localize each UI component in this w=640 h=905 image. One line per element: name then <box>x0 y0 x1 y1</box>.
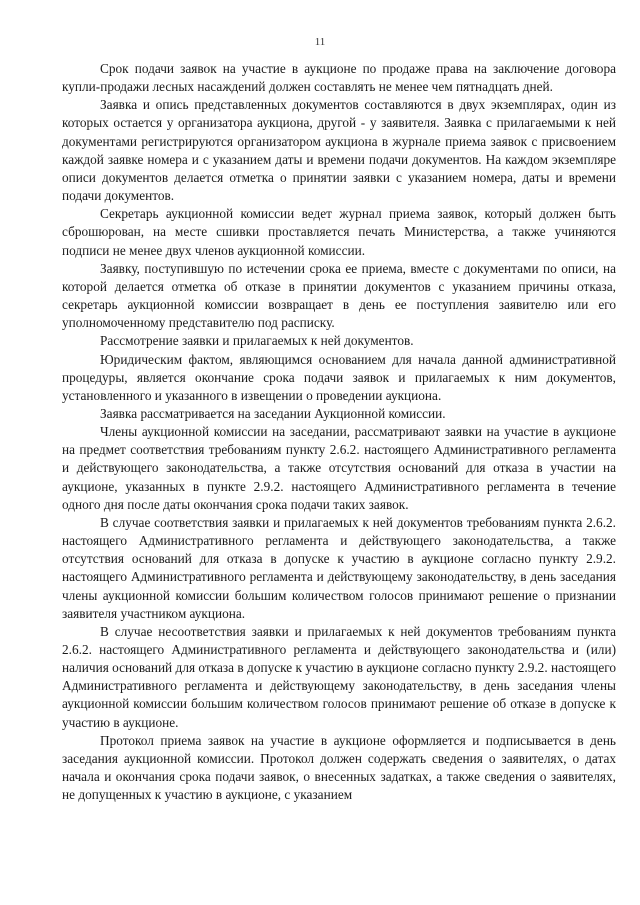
document-body <box>62 60 616 804</box>
paragraph-refusal-decision: В случае несоответствия заявки и прилагаемых к ней документов требованиям пункта 2.6.2. настоящего Административного регламента и действующего законодательства и (или) наличия оснований для отказа в допуске к участию в аукционе согласно пункту 2.9.2. настоящего Административного регламента и действующему законодательству, в день заседания члены аукционной комиссии большим количеством голосов принимают решение об отказе в допуске к участию в аукционе. <box>62 623 616 730</box>
paragraph-protocol: Протокол приема заявок на участие в аукционе оформляется и подписывается в день заседания аукционной комиссии. Протокол должен содержать сведения о заявителях, о датах начала и окончания срока подачи заявок, о внесенных задатках, а также сведения о заявителях, не допущенных к участию в аукционе, с указанием <box>62 732 616 803</box>
page-number: 11 <box>314 36 326 48</box>
paragraph-late-application: Заявку, поступившую по истечении срока ее приема, вместе с документами по описи, на которой делается отметка об отказе в принятии документов с указанием причины отказа, секретарь аукционной комиссии возвращает в день ее поступления заявителю или его уполномоченному представителю под расписку. <box>62 260 616 331</box>
paragraph-commission-meeting: Заявка рассматривается на заседании Аукционной комиссии. <box>100 405 446 421</box>
paragraph-review-heading: Рассмотрение заявки и прилагаемых к ней документов. <box>100 333 414 349</box>
paragraph-compliance-review: Члены аукционной комиссии на заседании, рассматривают заявки на участие в аукционе на предмет соответствия требованиям пункту 2.6.2. настоящего Административного регламента и действующего законодательства, а также отсутствия оснований для отказа в участии на аукционе, указанных в пункте 2.9.2. настоящего Административного регламента в течение одного дня после даты окончания срока подачи таких заявок. <box>62 424 616 512</box>
paragraph-legal-basis: Юридическим фактом, являющимся основанием для начала данной административной процедуры, является окончание срока подачи заявок и прилагаемых к ним документов, установленного и указанного в извещении о проведении аукциона. <box>62 351 616 403</box>
paragraph-application-copies: Заявка и опись представленных документов составляются в двух экземплярах, один из которых остается у организатора аукциона, другой - у заявителя. Заявка с прилагаемыми к ней документами регистрируются организатором аукциона в журнале приема заявок с присвоением каждой заявке номера и с указанием даты и времени подачи документов. На каждом экземпляре описи документов делается отметка о принятии заявки с указанием номера, даты и времени подачи документов. <box>62 97 616 204</box>
paragraph-application-deadline: Срок подачи заявок на участие в аукционе по продаже права на заключение договора купли-продажи лесных насаждений должен составлять не менее чем пятнадцать дней. <box>62 61 616 95</box>
paragraph-registration-journal: Секретарь аукционной комиссии ведет журнал приема заявок, который должен быть сброшюрован, на месте сшивки проставляется печать Министерства, а также учиняются подписи не менее двух членов аукционной комиссии. <box>62 206 616 258</box>
paragraph-admission-decision: В случае соответствия заявки и прилагаемых к ней документов требованиям пункта 2.6.2. настоящего Административного регламента и действующего законодательства, а также отсутствия оснований для отказа в допуске к участию в аукционе согласно пункту 2.9.2. настоящего Административного регламента и действующему законодательству, в день заседания члены аукционной комиссии большим количеством голосов принимают решение о признании заявителя участником аукциона. <box>62 514 616 621</box>
